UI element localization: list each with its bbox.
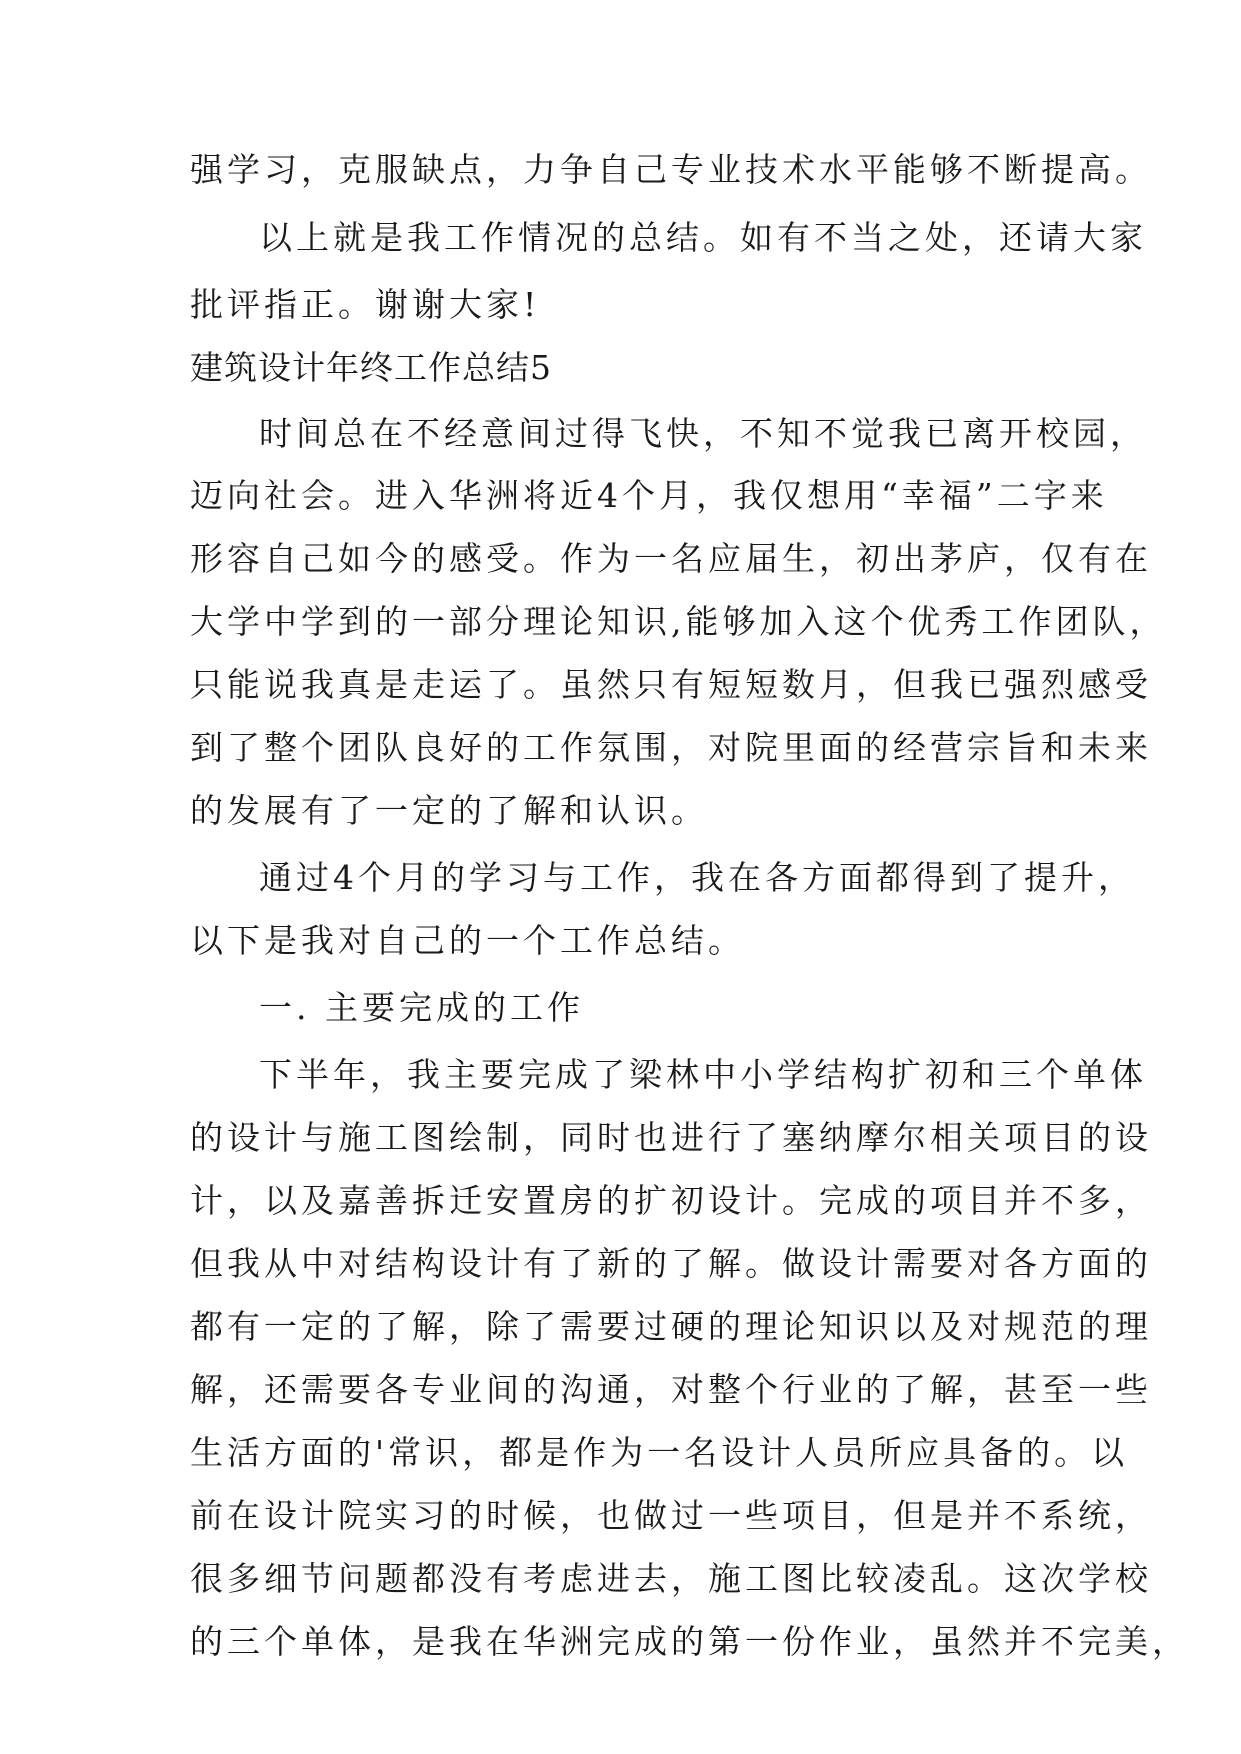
paragraph-line: 解，还需要各专业间的沟通，对整个行业的了解，甚至一些: [190, 1370, 1152, 1409]
paragraph-line: 通过4个月的学习与工作，我在各方面都得到了提升，: [259, 858, 1135, 897]
subsection-heading: 一. 主要完成的工作: [259, 988, 584, 1027]
paragraph-line: 以上就是我工作情况的总结。如有不当之处，还请大家: [259, 218, 1147, 257]
paragraph-line: 计，以及嘉善拆迁安置房的扩初设计。完成的项目并不多，: [190, 1181, 1152, 1220]
section-title: 建筑设计年终工作总结5: [190, 348, 552, 387]
paragraph-line: 都有一定的了解，除了需要过硬的理论知识以及对规范的理: [190, 1307, 1152, 1346]
paragraph-line: 的发展有了一定的了解和认识。: [190, 791, 708, 830]
paragraph-line: 大学中学到的一部分理论知识,能够加入这个优秀工作团队，: [190, 602, 1167, 641]
paragraph-line: 强学习，克服缺点，力争自己专业技术水平能够不断提高。: [190, 150, 1152, 189]
paragraph-line: 的三个单体，是我在华洲完成的第一份作业，虽然并不完美，: [190, 1622, 1189, 1661]
paragraph-line: 只能说我真是走运了。虽然只有短短数月，但我已强烈感受: [190, 665, 1152, 704]
paragraph-line: 以下是我对自己的一个工作总结。: [190, 921, 745, 960]
paragraph-line: 时间总在不经意间过得飞快，不知不觉我已离开校园，: [259, 414, 1147, 453]
paragraph-line: 批评指正。谢谢大家!: [190, 285, 541, 324]
paragraph-line: 到了整个团队良好的工作氛围，对院里面的经营宗旨和未来: [190, 728, 1152, 767]
paragraph-line: 生活方面的'常识，都是作为一名设计人员所应具备的。以: [190, 1433, 1129, 1472]
paragraph-line: 迈向社会。进入华洲将近4个月，我仅想用“幸福”二字来: [190, 476, 1108, 515]
paragraph-line: 但我从中对结构设计有了新的了解。做设计需要对各方面的: [190, 1244, 1152, 1283]
paragraph-line: 的设计与施工图绘制，同时也进行了塞纳摩尔相关项目的设: [190, 1118, 1152, 1157]
paragraph-line: 下半年，我主要完成了梁林中小学结构扩初和三个单体: [259, 1055, 1147, 1094]
paragraph-line: 前在设计院实习的时候，也做过一些项目，但是并不系统，: [190, 1496, 1152, 1535]
paragraph-line: 很多细节问题都没有考虑进去，施工图比较凌乱。这次学校: [190, 1559, 1152, 1598]
paragraph-line: 形容自己如今的感受。作为一名应届生，初出茅庐，仅有在: [190, 539, 1152, 578]
